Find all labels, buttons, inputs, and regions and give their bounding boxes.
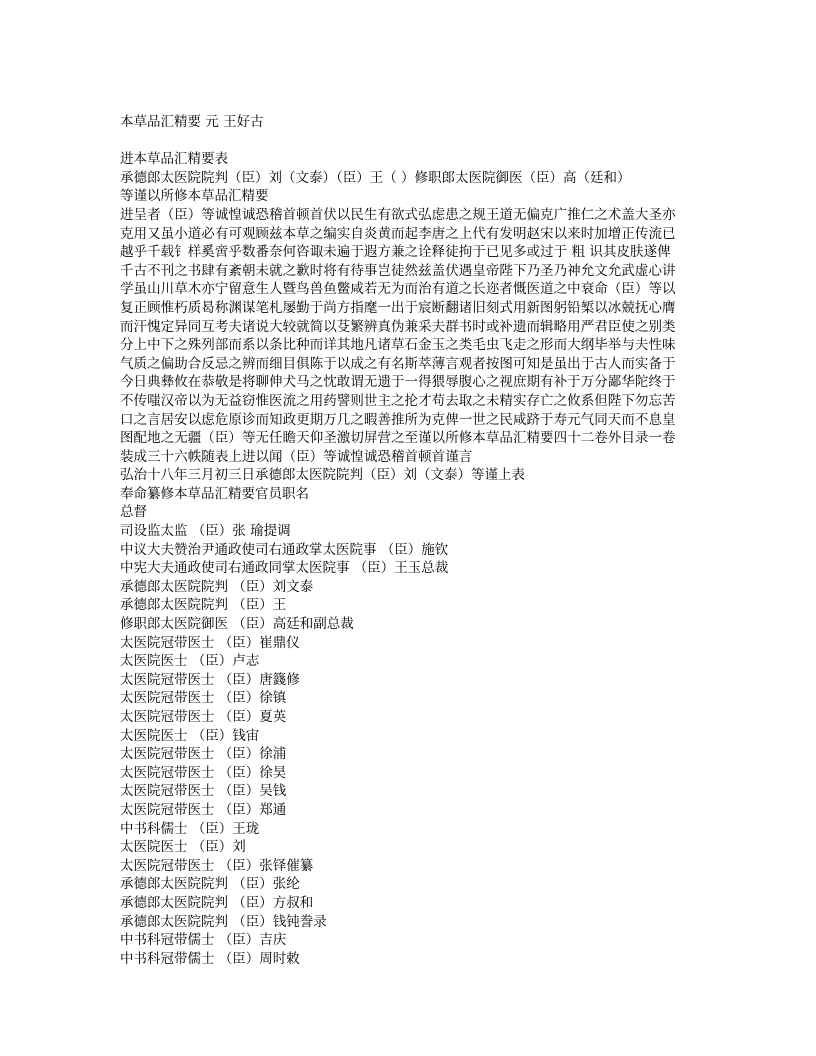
official-entry: 太医院冠带医士 （臣）徐镇 bbox=[120, 690, 287, 707]
official-entry: 司设监太监 （臣）张 瑜提调 bbox=[120, 523, 291, 540]
document-title: 本草品汇精要 元 王好古 bbox=[120, 114, 264, 130]
memorial-line: 克用又虽小道必有可观顾兹本草之编实自炎黄而起李唐之上代有发明赵宋以来时加增正传流已 bbox=[120, 225, 676, 242]
official-entry: 太医院医士 （臣）刘 bbox=[120, 839, 246, 856]
official-entry: 承德郎太医院院判 （臣）王 bbox=[120, 597, 287, 614]
officials-title: 奉命纂修本草品汇精要官员职名 bbox=[120, 485, 309, 502]
section-title: 总督 bbox=[120, 504, 147, 521]
memorial-line: 今日典彝攸在恭敬是将聊伸犬马之忱敢谓无遗于一得猥辱腹心之视庶期有补于万分鄙华陀终于 bbox=[120, 374, 676, 391]
memorial-title: 进本草品汇精要表 bbox=[120, 151, 228, 168]
official-entry: 太医院冠带医士 （臣）徐浦 bbox=[120, 746, 287, 763]
official-entry: 太医院冠带医士 （臣）徐昊 bbox=[120, 764, 287, 781]
official-entry: 承德郎太医院院判 （臣）方叔和 bbox=[120, 894, 314, 911]
official-entry: 中议大夫赞治尹通政使司右通政掌太医院事 （臣）施钦 bbox=[120, 541, 449, 558]
memorial-line: 装成三十六帙随表上进以闻（臣）等诚惶诚恐稽首顿首谨言 bbox=[120, 448, 473, 465]
official-entry: 中书科冠带儒士 （臣）周时敕 bbox=[120, 950, 300, 967]
memorial-line: 千古不刊之书肆有紊朝未就之歉时将有待事岂徒然兹盖伏遇皇帝陛下乃圣乃神允文允武虚心讲 bbox=[120, 262, 676, 279]
official-entry: 太医院医士 （臣）卢志 bbox=[120, 653, 260, 670]
memorial-line: 学虽山川草木亦宁留意生人暨鸟兽鱼鳖咸若无为而治有道之长迩者慨医道之中衰命（臣）等以 bbox=[120, 281, 676, 298]
memorial-line: 口之言居安以虑危原诊而知政更期万几之暇善推所为克俾一世之民咸跻于寿元气同天而不息皇 bbox=[120, 411, 676, 428]
official-entry: 太医院冠带医士 （臣）张铎催纂 bbox=[120, 857, 314, 874]
memorial-body bbox=[120, 206, 700, 466]
official-entry: 太医院冠带医士 （臣）吴钱 bbox=[120, 783, 287, 800]
official-entry: 中宪大夫通政使司右通政同掌太医院事 （臣）王玉总裁 bbox=[120, 560, 449, 577]
official-entry: 太医院医士 （臣）钱宙 bbox=[120, 727, 260, 744]
official-entry: 中书科儒士 （臣）王珑 bbox=[120, 820, 260, 837]
memorial-line: 图配地之无疆（臣）等无任瞻天仰圣激切屏营之至谨以所修本草品汇精要四十二卷外目录一卷 bbox=[120, 430, 676, 447]
official-entry: 太医院冠带医士 （臣）唐籛修 bbox=[120, 671, 300, 688]
official-entry: 太医院冠带医士 （臣）崔鼎仪 bbox=[120, 634, 300, 651]
official-entry: 修职郎太医院御医 （臣）高廷和副总裁 bbox=[120, 616, 354, 633]
memorial-line: 分上中下之殊列部而系以条比种而详其地凡诸草石金玉之类毛虫飞走之形而大纲毕举与夫性味 bbox=[120, 337, 676, 354]
memorial-line: 进呈者（臣）等诚惶诚恐稽首顿首伏以民生有欲式弘虑患之规王道无偏克广推仁之术盖大圣亦 bbox=[120, 206, 676, 223]
official-entry: 承德郎太医院院判 （臣）刘文泰 bbox=[120, 578, 314, 595]
document-page bbox=[120, 113, 700, 968]
date-line: 弘治十八年三月初三日承德郎太医院院判（臣）刘（文泰）等谨上表 bbox=[120, 467, 525, 484]
official-entry: 太医院冠带医士 （臣）夏英 bbox=[120, 709, 287, 725]
authors-line-continued: 等谨以所修本草品汇精要 bbox=[120, 188, 269, 205]
memorial-line: 气质之偏助合反忌之辨而细目俱陈于以成之有名斯萃薄言观者按图可知是虽出于古人而实备于 bbox=[120, 355, 676, 372]
memorial-line: 越乎千载钅样奚啻乎数番奈何咨诹未遍于遐方兼之诠释徒拘于已见多或过于 粗 识其皮肤遂俾 bbox=[120, 244, 671, 261]
official-entry: 承德郎太医院院判 （臣）张纶 bbox=[120, 876, 300, 893]
official-entry: 中书科冠带儒士 （臣）吉庆 bbox=[120, 932, 287, 949]
official-entry: 太医院冠带医士 （臣）郑通 bbox=[120, 801, 287, 818]
memorial-line: 而汗愧定异同互考夫诸说大较就简以芟繁辨真伪兼采夫群书时或补遗而辑略用严君臣使之别类 bbox=[120, 318, 676, 335]
memorial-line: 复正顾惟朽质曷称渊谋笔札屡勤于尚方指麾一出于宸断翻诸旧刻式用新图躬铅椠以冰兢抚心膺 bbox=[120, 299, 676, 316]
official-entry: 承德郎太医院院判 （臣）钱钝誊录 bbox=[120, 913, 327, 930]
authors-line: 承德郎太医院院判（臣）刘（文泰）（臣）王（ ）修职郎太医院御医（臣）高（廷和） bbox=[120, 169, 631, 186]
officials-list bbox=[120, 522, 700, 968]
memorial-line: 不传嗤汉帝以为无益窃惟医流之用药譬则世主之抡才苟去取之未精实存亡之攸系但陛下勿忘苦 bbox=[120, 392, 676, 409]
